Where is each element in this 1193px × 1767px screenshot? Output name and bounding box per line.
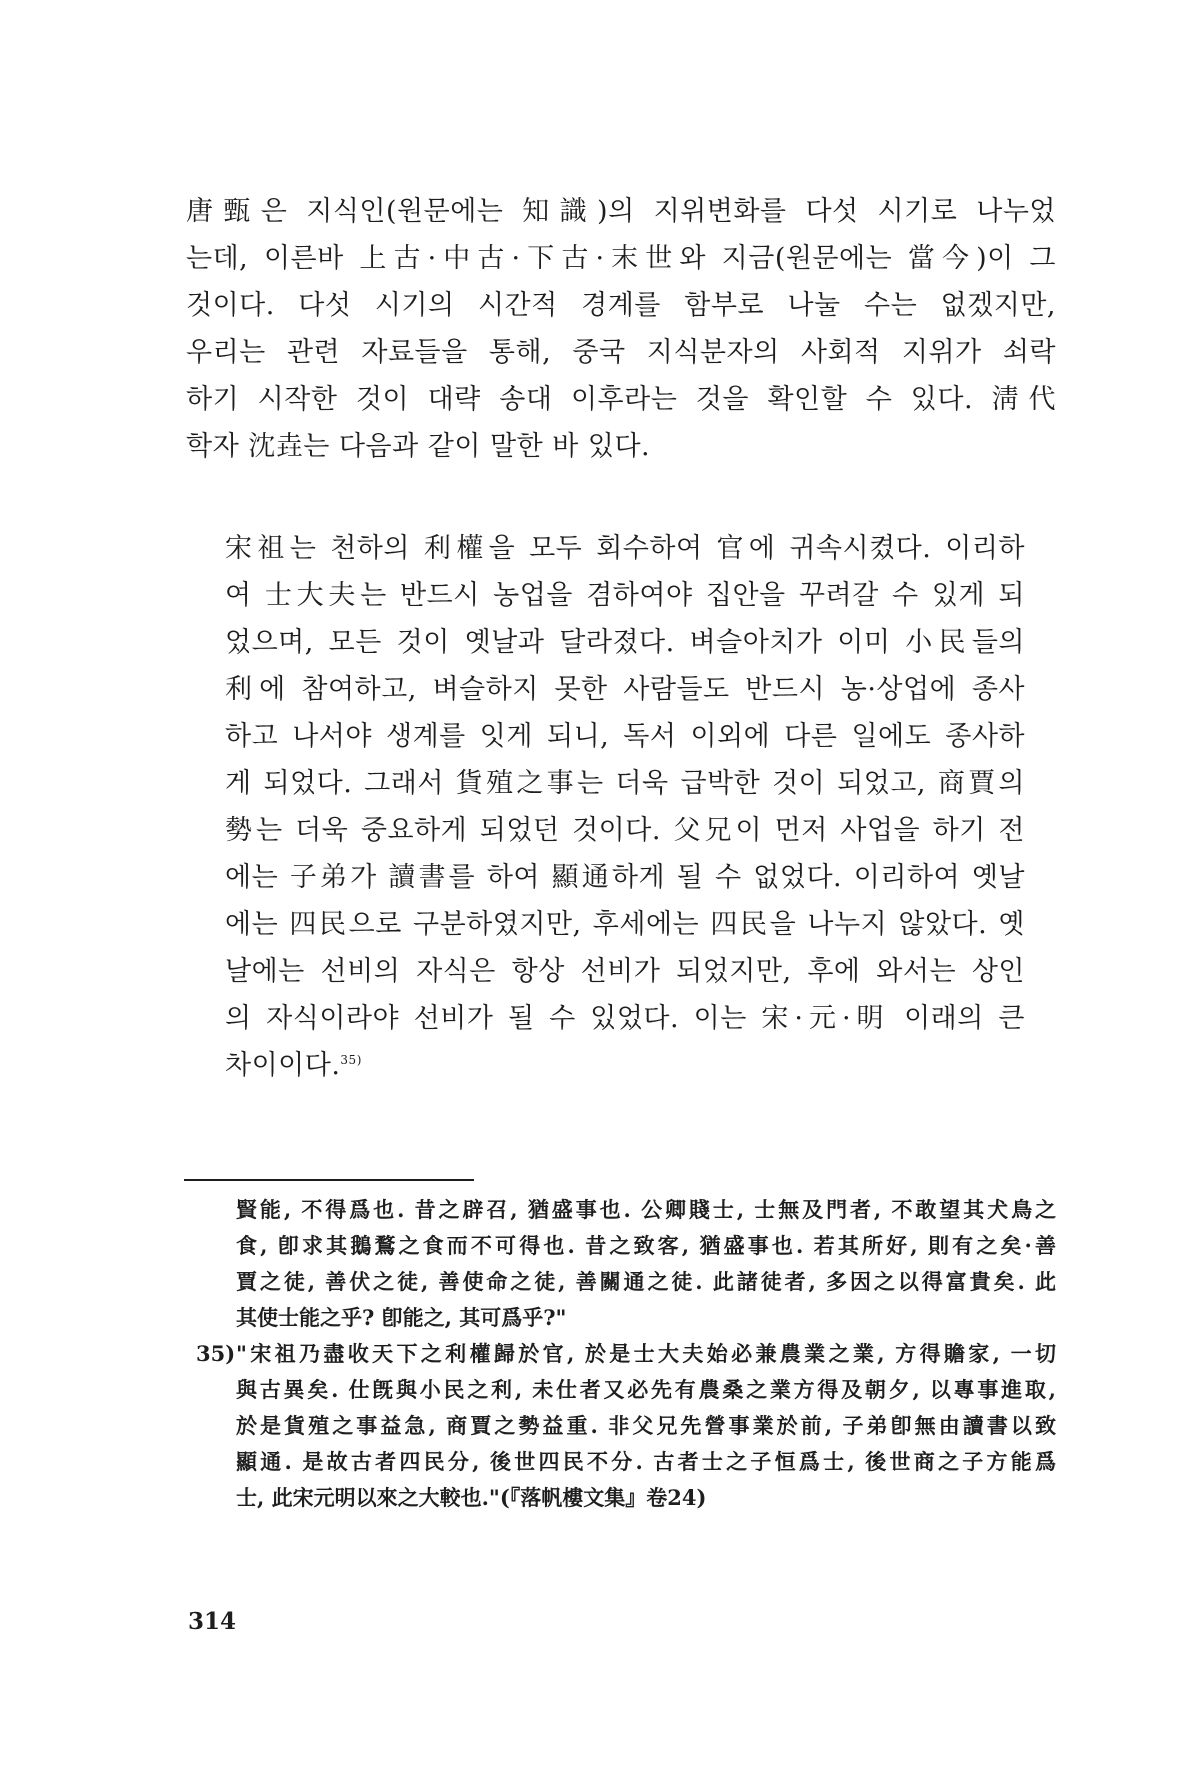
quote-line-5: 하고 나서야 생계를 잇게 되니, 독서 이외에 다른 일에도 종사하 [225,721,1025,752]
quote-line-11: 의 자식이라야 선비가 될 수 있었다. 이는 宋·元·明 이래의 큰 [225,1003,1025,1034]
quote-line-3: 었으며, 모든 것이 옛날과 달라졌다. 벼슬아치가 이미 小民들의 [225,627,1025,658]
footnote-35-number: 35) [196,1341,236,1366]
footnotes [196,1192,1056,1516]
footnote-34-cont-line-3: 賈之徒, 善伏之徒, 善使命之徒, 善關通之徒. 此諸徒者, 多因之以得富貴矣. 此 [236,1269,1056,1294]
quote-line-12 [225,1042,1025,1089]
main-line-5: 하기 시작한 것이 대략 송대 이후라는 것을 확인할 수 있다. 淸代 [186,384,1056,415]
quote-line-7: 勢는 더욱 중요하게 되었던 것이다. 父兄이 먼저 사업을 하기 전 [225,815,1025,846]
footnote-ref-35: 35) [340,1053,362,1067]
quote-line-9: 에는 四民으로 구분하였지만, 후세에는 四民을 나누지 않았다. 옛 [225,909,1025,940]
footnote-35-line-2: 與古異矣. 仕旣與小民之利, 未仕者又必先有農桑之業方得及朝夕, 以專事進取, [236,1377,1056,1402]
footnote-35-line-1 [196,1336,1056,1372]
quote-line-1: 宋祖는 천하의 利權을 모두 회수하여 官에 귀속시켰다. 이리하 [225,533,1025,564]
main-line-2: 는데, 이른바 上古·中古·下古·末世와 지금(원문에는 當今)이 그 [186,243,1056,274]
footnote-divider [184,1179,474,1181]
footnote-35-line-3: 於是貨殖之事益急, 商賈之勢益重. 非父兄先營事業於前, 子弟卽無由讀書以致 [236,1413,1056,1438]
quote-line-6: 게 되었다. 그래서 貨殖之事는 더욱 급박한 것이 되었고, 商賈의 [225,768,1025,799]
main-line-4: 우리는 관련 자료들을 통해, 중국 지식분자의 사회적 지위가 쇠락 [186,337,1056,368]
footnote-34-cont-line-4: 其使士能之乎? 卽能之, 其可爲乎?" [236,1305,567,1330]
page-number: 314 [188,1608,237,1635]
footnote-35-text-1: "宋祖乃盡收天下之利權歸於官, 於是士大夫始必兼農業之業, 方得贍家, 一切 [236,1341,1056,1366]
block-quote [225,525,1025,1089]
quote-line-8: 에는 子弟가 讀書를 하여 顯通하게 될 수 없었다. 이리하여 옛날 [225,862,1025,893]
quote-line-10: 날에는 선비의 자식은 항상 선비가 되었지만, 후에 와서는 상인 [225,956,1025,987]
footnote-35-line-4: 顯通. 是故古者四民分, 後世四民不分. 古者士之子恒爲士, 後世商之子方能爲 [236,1449,1056,1474]
main-line-1: 唐甄은 지식인(원문에는 知識)의 지위변화를 다섯 시기로 나누었 [186,196,1056,227]
main-line-3: 것이다. 다섯 시기의 시간적 경계를 함부로 나눌 수는 없겠지만, [186,290,1056,321]
quote-last-text: 차이이다. [225,1050,341,1081]
footnote-35-line-5: 士, 此宋元明以來之大較也."(『落帆樓文集』卷24) [236,1485,707,1510]
quote-line-2: 여 士大夫는 반드시 농업을 겸하여야 집안을 꾸려갈 수 있게 되 [225,580,1025,611]
footnote-34-cont-line-2: 食, 卽求其鵝鶩之食而不可得也. 昔之致客, 猶盛事也. 若其所好, 則有之矣·善 [236,1233,1056,1258]
footnote-34-cont-line-1: 賢能, 不得爲也. 昔之辟召, 猶盛事也. 公卿賤士, 士無及門者, 不敢望其犬鳥之 [236,1197,1056,1222]
main-paragraph [186,188,1056,470]
main-line-6: 학자 沈垚는 다음과 같이 말한 바 있다. [186,431,651,462]
quote-line-4: 利에 참여하고, 벼슬하지 못한 사람들도 반드시 농·상업에 종사 [225,674,1025,705]
